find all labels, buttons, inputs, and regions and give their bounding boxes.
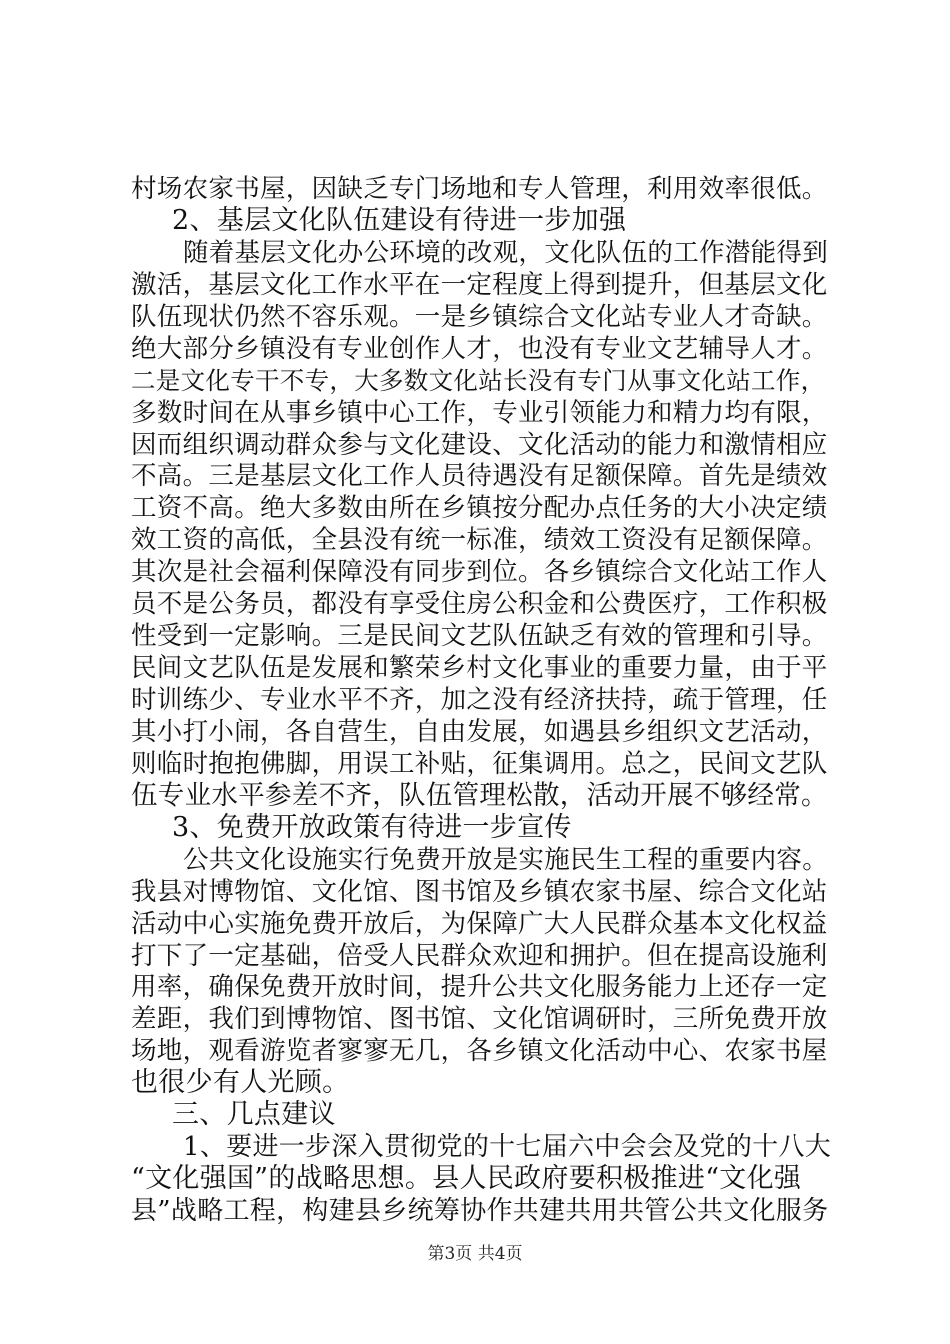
body-text-line: 绝大部分乡镇没有专业创作人才，也没有专业文艺辅导人才。 [131,334,828,364]
paragraph-first-line: 随着基层文化办公环境的改观，文化队伍的工作潜能得到 [183,238,829,268]
body-text-line: 活动中心实施免费开放后，为保障广大人民群众基本文化权益 [131,909,828,939]
body-text-line: 村场农家书屋，因缺乏专门场地和专人管理，利用效率很低。 [131,174,828,204]
body-text-line: 队伍现状仍然不容乐观。一是乡镇综合文化站专业人才奇缺。 [131,302,828,332]
paragraph-first-line: 1、要进一步深入贯彻党的十七届六中会会及党的十八大 [183,1132,832,1162]
body-text-line: 民间文艺队伍是发展和繁荣乡村文化事业的重要力量，由于平 [131,653,828,683]
body-text-line: 我县对博物馆、文化馆、图书馆及乡镇农家书屋、综合文化站 [131,877,828,907]
body-text-line: 不高。三是基层文化工作人员待遇没有足额保障。首先是绩效 [131,461,828,491]
body-text-line: 工资不高。绝大多数由所在乡镇按分配办点任务的大小决定绩 [131,493,828,523]
body-text-line: 多数时间在从事乡镇中心工作，专业引领能力和精力均有限， [131,398,828,428]
body-text-line: 性受到一定影响。三是民间文艺队伍缺乏有效的管理和引导。 [131,621,828,651]
body-text-line: 二是文化专干不专，大多数文化站长没有专门从事文化站工作， [131,366,826,395]
body-text-line: 则临时抱抱佛脚，用误工补贴，征集调用。总之，民间文艺队 [131,749,828,779]
section-heading: 3、免费开放政策有待进一步宣传 [172,812,572,843]
section-heading: 三、几点建议 [172,1099,336,1130]
body-text-line: 打下了一定基础，倍受人民群众欢迎和拥护。但在提高设施利 [131,941,828,971]
body-text-line: 其小打小闹，各自营生，自由发展，如遇县乡组织文艺活动， [131,717,828,747]
body-text-line: 员不是公务员，都没有享受住房公积金和公费医疗，工作积极 [131,589,828,619]
body-text-line: 因而组织调动群众参与文化建设、文化活动的能力和激情相应 [131,430,828,460]
paragraph-first-line: 公共文化设施实行免费开放是实施民生工程的重要内容。 [183,845,829,875]
body-text-line: 激活，基层文化工作水平在一定程度上得到提升，但基层文化 [131,270,828,300]
body-text-line: 用率，确保免费开放时间，提升公共文化服务能力上还存一定 [131,972,828,1002]
body-text-line: 差距，我们到博物馆、图书馆、文化馆调研时，三所免费开放 [131,1004,828,1034]
body-text-line: 县”战略工程，构建县乡统筹协作共建共用共管公共文化服务 [131,1196,829,1226]
page-number-footer: 第3页 共4页 [427,1244,523,1264]
body-text-line: 效工资的高低，全县没有统一标准，绩效工资没有足额保障。 [131,525,828,555]
section-heading: 2、基层文化队伍建设有待进一步加强 [172,205,627,236]
body-text-line: 时训练少、专业水平不齐，加之没有经济扶持，疏于管理，任 [131,685,828,715]
body-text-line: “文化强国”的战略思想。县人民政府要积极推进“文化强 [131,1163,802,1194]
body-text-line: 场地，观看游览者寥寥无几，各乡镇文化活动中心、农家书屋 [131,1036,828,1066]
body-text-line: 其次是社会福利保障没有同步到位。各乡镇综合文化站工作人 [131,557,828,587]
body-text-line: 也很少有人光顾。 [131,1067,350,1098]
body-text-line: 伍专业水平参差不齐，队伍管理松散，活动开展不够经常。 [131,780,828,811]
